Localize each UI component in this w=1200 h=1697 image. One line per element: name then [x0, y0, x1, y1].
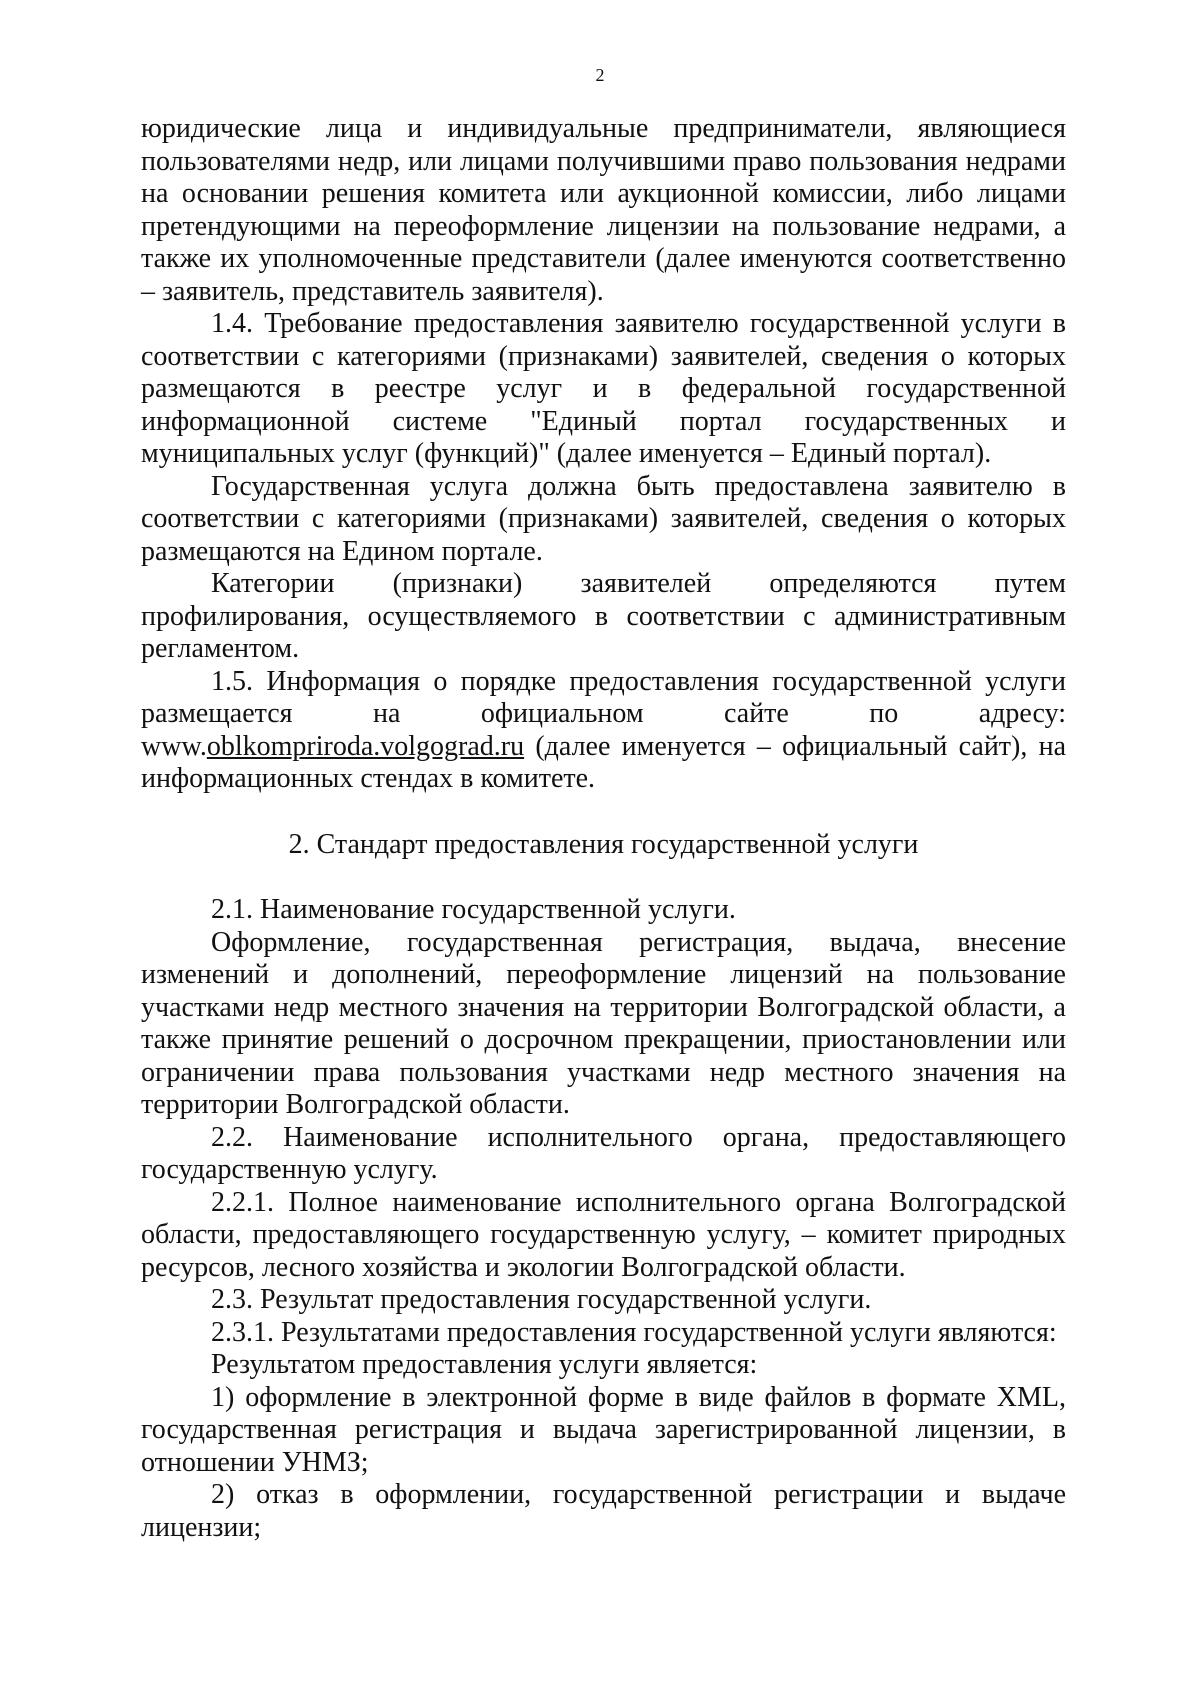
paragraph-service-provided: Государственная услуга должна быть предоставлена заявителю в соответствии с категориями (признаками) заявителей, сведения о которых размещаются на Едином портале.: [141, 470, 1066, 567]
paragraph-2-3-1: 2.3.1. Результатами предоставления государственной услуги являются:: [211, 1316, 1057, 1348]
intro-paragraph: юридические лица и индивидуальные предприниматели, являющиеся пользователями недр, или лицами получившими право пользования недрами на основании решения комитета или аукционной комиссии, либо лицами претендующими на переоформление лицензии на пользование недрами, а также их уполномоченные представители (далее именуются соответственно – заявитель, представитель заявителя).: [141, 113, 1066, 307]
paragraph-1-5: [141, 666, 1066, 796]
paragraph-2-2-1: 2.2.1. Полное наименование исполнительного органа Волгоградской области, предоставляющего государственную услугу, – комитет природных ресурсов, лесного хозяйства и экологии Волгоградской области.: [141, 1186, 1066, 1283]
list-item-2: 2) отказ в оформлении, государственной регистрации и выдаче лицензии;: [141, 1479, 1066, 1543]
document-body: [141, 113, 1066, 1544]
page-number: 2: [595, 65, 605, 85]
paragraph-2-1: 2.1. Наименование государственной услуги.: [211, 894, 736, 925]
section-2-heading: 2. Стандарт предоставления государственной услуги: [288, 828, 919, 860]
paragraph-2-3: 2.3. Результат предоставления государственной услуги.: [211, 1284, 872, 1315]
paragraph-2-1-text: Оформление, государственная регистрация, выдача, внесение изменений и дополнений, переоформление лицензий на пользование участками недр местного значения на территории Волгоградской области, а также принятие решений о досрочном прекращении, приостановлении или ограничении права пользования участками недр местного значения на территории Волгоградской области.: [141, 926, 1066, 1120]
paragraph-1-4: 1.4. Требование предоставления заявителю государственной услуги в соответствии с категориями (признаками) заявителей, сведения о которых размещаются в реестре услуг и в федеральной государственной информационной системе "Единый портал государственных и муниципальных услуг (функций)" (далее именуется – Единый портал).: [141, 308, 1066, 469]
paragraph-result: Результатом предоставления услуги является:: [211, 1349, 758, 1380]
paragraph-1-5-text: 1.5. Информация о порядке предоставления государственной услуги размещается на официальном сайте по адресу: www.: [141, 665, 1066, 762]
official-site-link[interactable]: oblkompriroda.volgograd.ru: [206, 730, 525, 762]
paragraph-1-5-text-end: (далее именуется – официальный сайт), на информационных стендах в комитете.: [141, 730, 1066, 794]
paragraph-2-2: 2.2. Наименование исполнительного органа, предоставляющего государственную услугу.: [141, 1121, 1066, 1185]
list-item-1: 1) оформление в электронной форме в виде файлов в формате XML, государственная регистрация и выдача зарегистрированной лицензии, в отношении УНМЗ;: [141, 1381, 1066, 1478]
paragraph-categories: Категории (признаки) заявителей определяются путем профилирования, осуществляемого в соответствии с административным регламентом.: [141, 568, 1066, 664]
